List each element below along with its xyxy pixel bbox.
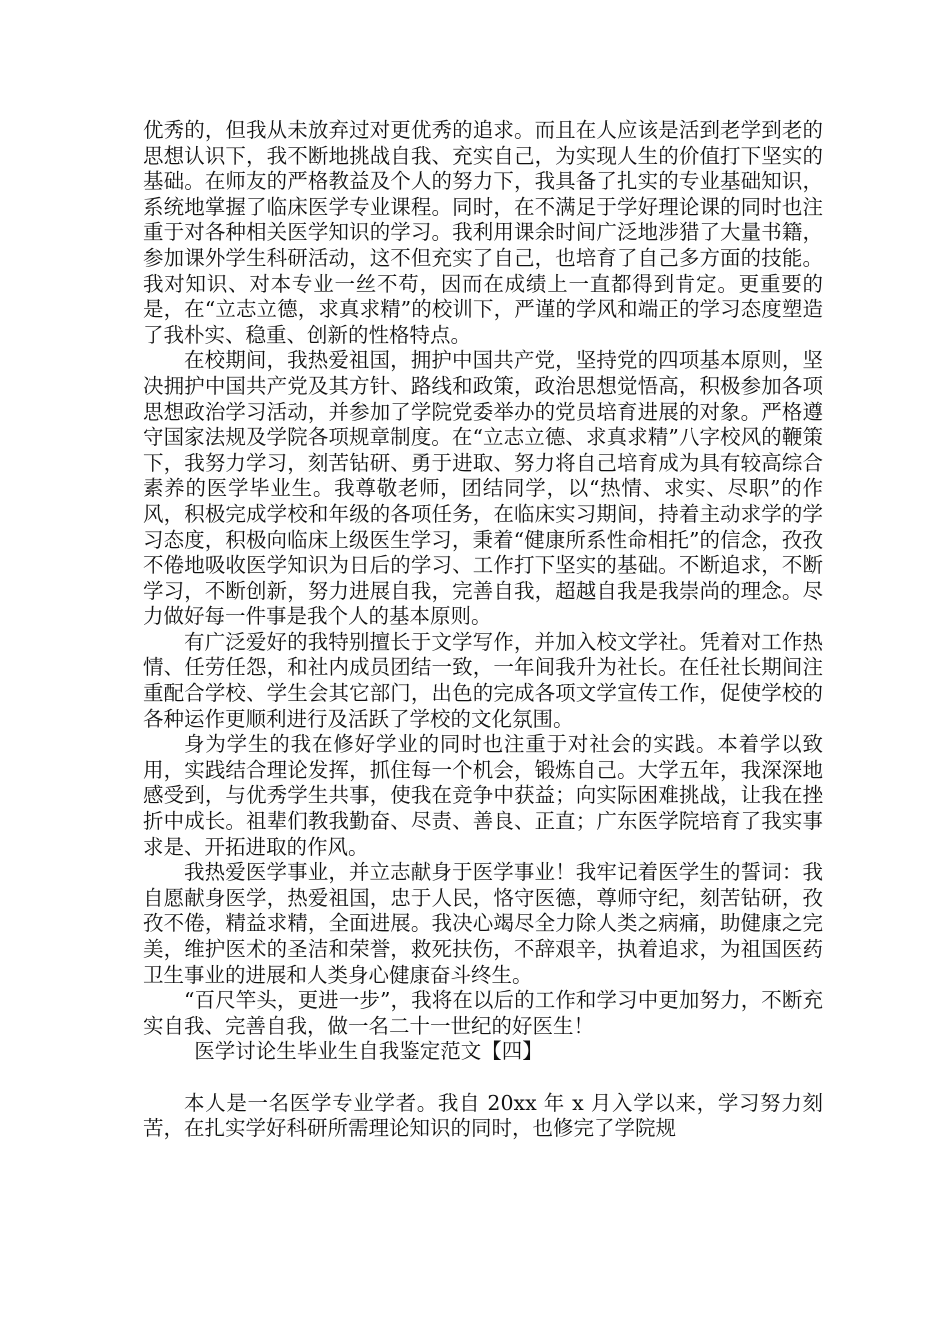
paragraph-literature-club: 有广泛爱好的我特别擅长于文学写作，并加入校文学社。凭着对工作热情、任劳任怨，和社内成员团结一致，一年间我升为社长。在任社长期间注重配合学校、学生会其它部门，出色的完成各项文学宣传工作，促使学校的各种运作更顺利进行及活跃了学校的文化氛围。 xyxy=(143,629,823,731)
section-heading: 医学讨论生毕业生自我鉴定范文【四】 xyxy=(194,1039,543,1064)
paragraph-school-period: 在校期间，我热爱祖国，拥护中国共产党，坚持党的四项基本原则，坚决拥护中国共产党及其方针、路线和政策，政治思想觉悟高，积极参加各项思想政治学习活动，并参加了学院党委举办的党员培育进展的对象。严格遵守国家法规及学院各项规章制度。在“立志立德、求真求精”八字校风的鞭策下，我努力学习，刻苦钻研、勇于进取、努力将自己培育成为具有较高综合素养的医学毕业生。我尊敬老师，团结同学，以“热情、求实、尽职”的作风，积极完成学校和年级的各项任务，在临床实习期间，持着主动求学的学习态度，积极向临床上级医生学习，秉着“健康所系性命相托”的信念，孜孜不倦地吸收医学知识为日后的学习、工作打下坚实的基础。不断追求，不断学习，不断创新，努力进展自我，完善自我，超越自我是我崇尚的理念。尽力做好每一件事是我个人的基本原则。 xyxy=(143,348,823,629)
document-page xyxy=(143,118,823,1142)
blank-line xyxy=(143,1065,823,1091)
paragraph-medical-oath: 我热爱医学事业，并立志献身于医学事业！我牢记着医学生的誓词：我自愿献身医学，热爱祖国，忠于人民，恪守医德，尊师守纪，刻苦钻研，孜孜不倦，精益求精，全面进展。我决心竭尽全力除人类之病痛，助健康之完美，维护医术的圣洁和荣誉，救死扶伤，不辞艰辛，执着追求，为祖国医药卫生事业的进展和人类身心健康奋斗终生。 xyxy=(143,860,823,987)
paragraph-section-four-intro: 本人是一名医学专业学者。我自 20xx 年 x 月入学以来，学习努力刻苦，在扎实学好科研所需理论知识的同时，也修完了学院规 xyxy=(143,1090,823,1141)
paragraph-social-practice: 身为学生的我在修好学业的同时也注重于对社会的实践。本着学以致用，实践结合理论发挥，抓住每一个机会，锻炼自己。大学五年，我深深地感受到，与优秀学生共事，使我在竞争中获益；向实际困难挑战，让我在挫折中成长。祖辈们教我勤奋、尽责、善良、正直；广东医学院培育了我实事求是、开拓进取的作风。 xyxy=(143,732,823,859)
paragraph-continued: 优秀的，但我从未放弃过对更优秀的追求。而且在人应该是活到老学到老的思想认识下，我不断地挑战自我、充实自己，为实现人生的价值打下坚实的基础。在师友的严格教益及个人的努力下，我具备了扎实的专业基础知识，系统地掌握了临床医学专业课程。同时，在不满足于学好理论课的同时也注重于对各种相关医学知识的学习。我利用课余时间广泛地涉猎了大量书籍，参加课外学生科研活动，这不但充实了自己，也培育了自己多方面的技能。我对知识、对本专业一丝不苟，因而在成绩上一直都得到肯定。更重要的是，在“立志立德，求真求精”的校训下，严谨的学风和端正的学习态度塑造了我朴实、稳重、创新的性格特点。 xyxy=(143,118,823,347)
paragraph-conclusion: “百尺竿头，更进一步”，我将在以后的工作和学习中更加努力，不断充实自我、完善自我，做一名二十一世纪的好医生！ xyxy=(143,988,823,1038)
